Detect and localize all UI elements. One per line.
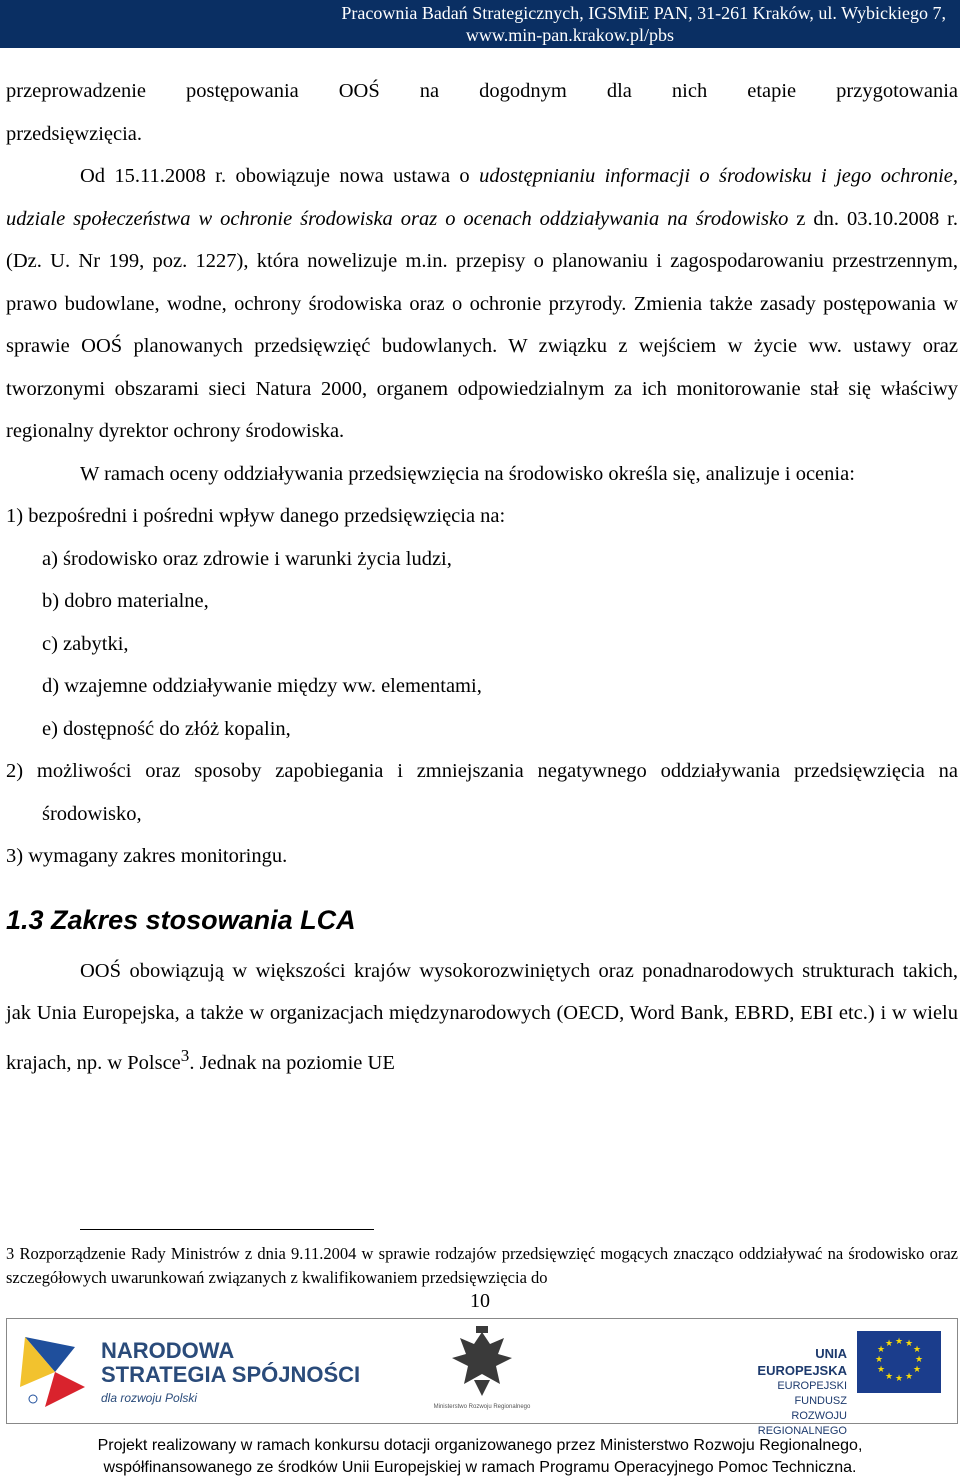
eu-text <box>727 1345 847 1439</box>
svg-text:★: ★ <box>874 1355 884 1365</box>
section-paragraph-end: . Jednak na poziomie UE <box>189 1051 395 1074</box>
nss-title-line-1: NARODOWA <box>101 1338 235 1363</box>
svg-text:★: ★ <box>914 1355 924 1365</box>
list-subitem-a: a) środowisko oraz zdrowie i warunki życia ludzi, <box>42 547 452 570</box>
section-paragraph <box>6 950 958 1084</box>
ministry-logo <box>432 1324 532 1418</box>
footnote-3: 3 Rozporządzenie Rady Ministrów z dnia 9.11.2004 w sprawie rodzajów przedsięwzięć mogących znacząco oddziaływać na środowisko oraz szczegółowych uwarunkowań związanych z kwalifikowaniem przedsięwzięcia do <box>6 1244 958 1287</box>
list-item-1: 1) bezpośredni i pośredni wpływ danego przedsięwzięcia na: <box>6 505 506 527</box>
eu-line-2: EUROPEJSKI FUNDUSZ <box>777 1380 847 1407</box>
ministry-name: Ministerstwo Rozwoju Regionalnego <box>433 1404 531 1410</box>
list-item-3: 3) wymagany zakres monitoringu. <box>6 845 288 867</box>
footer-line-2: współfinansowanego ze środków Unii Europejskiej w ramach Programu Operacyjnego Pomoc Techniczna. <box>103 1459 857 1476</box>
eu-logo <box>727 1327 949 1437</box>
paragraph-2 <box>6 155 958 453</box>
svg-text:★: ★ <box>894 1374 904 1384</box>
svg-text:★: ★ <box>876 1345 886 1355</box>
list-subitem-b: b) dobro materialne, <box>42 590 209 612</box>
footer-line-1: Projekt realizowany w ramach konkursu dotacji organizowanego przez Ministerstwo Rozwoju Regionalnego, <box>97 1437 863 1454</box>
nss-logo <box>15 1327 375 1417</box>
svg-text:★: ★ <box>904 1372 914 1382</box>
main-text <box>6 70 958 1084</box>
law-title: udostępnianiu informacji o środowisku i jego ochronie, udziale społeczeństwa w ochronie środowiska oraz o ocenach oddziaływania na środowisko <box>6 165 958 230</box>
eu-line-1: UNIA EUROPEJSKA <box>757 1346 847 1378</box>
header-url: www.min-pan.krakow.pl/pbs <box>465 25 675 45</box>
page-footer <box>0 1435 960 1479</box>
paragraph-3: W ramach oceny oddziaływania przedsięwzięcia na środowisko określa się, analizuje i ocenia: <box>80 462 855 485</box>
nss-title-line-2: STRATEGIA SPÓJNOŚCI <box>101 1362 361 1387</box>
svg-text:★: ★ <box>876 1365 886 1375</box>
page-number: 10 <box>470 1290 490 1312</box>
nss-star-icon <box>15 1327 95 1417</box>
nss-subtitle: dla rozwoju Polski <box>101 1391 198 1405</box>
svg-text:★: ★ <box>912 1345 922 1355</box>
nss-title <box>101 1339 360 1387</box>
svg-text:★: ★ <box>904 1339 914 1349</box>
list-subitem-e: e) dostępność do złóż kopalin, <box>42 717 291 740</box>
section-heading: 1.3 Zakres stosowania LCA <box>6 904 356 935</box>
logo-bar <box>6 1318 958 1437</box>
footnote-ref: 3 <box>180 1045 190 1065</box>
svg-text:★: ★ <box>884 1339 894 1349</box>
paragraph-1-line-1: przeprowadzenie postępowania OOŚ na dogodnym dla nich etapie przygotowania <box>6 80 958 102</box>
list-item-2: 2) możliwości oraz sposoby zapobiegania i zmniejszania negatywnego oddziaływania przedsięwzięcia na środowisko, <box>6 760 958 825</box>
eagle-emblem-icon <box>432 1324 532 1402</box>
header-address: Pracownia Badań Strategicznych, IGSMiE PAN, 31-261 Kraków, ul. Wybickiego 7, <box>341 3 946 23</box>
paragraph-2-rest: z dn. 03.10.2008 r. (Dz. U. Nr 199, poz. 1227), która nowelizuje m.in. przepisy o planowaniu i zagospodarowaniu przestrzennym, prawo budowlane, wodne, ochrony środowiska oraz o ochronie przyrody. Zmienia także zasady postępowania w sprawie OOŚ planowanych przedsięwzięć budowlanych. W związku z wejściem w życie ww. ustawy oraz tworzonymi obszarami sieci Natura 2000, organem odpowiedzialnym za ich monitorowanie stał się właściwy regionalny dyrektor ochrony środowiska. <box>6 207 959 442</box>
svg-text:★: ★ <box>912 1365 922 1375</box>
footnote-separator <box>80 1229 374 1230</box>
svg-text:★: ★ <box>884 1372 894 1382</box>
eu-flag-icon <box>857 1331 941 1393</box>
paragraph-2-start: Od 15.11.2008 r. obowiązuje nowa ustawa o <box>80 165 480 187</box>
eu-line-3: ROZWOJU REGIONALNEGO <box>757 1410 847 1437</box>
list-subitem-d: d) wzajemne oddziaływanie między ww. elementami, <box>42 675 482 697</box>
page-header <box>0 0 960 48</box>
list-subitem-c: c) zabytki, <box>42 632 129 655</box>
svg-text:★: ★ <box>894 1337 904 1347</box>
paragraph-1-line-2: przedsięwzięcia. <box>6 122 143 145</box>
section-paragraph-text: OOŚ obowiązują w większości krajów wysokorozwiniętych oraz ponadnarodowych strukturach takich, jak Unia Europejska, a także w organizacjach międzynarodowych (OECD, Word Bank, EBRD, EBI etc.) i w wielu krajach, np. w Polsce <box>6 959 958 1074</box>
